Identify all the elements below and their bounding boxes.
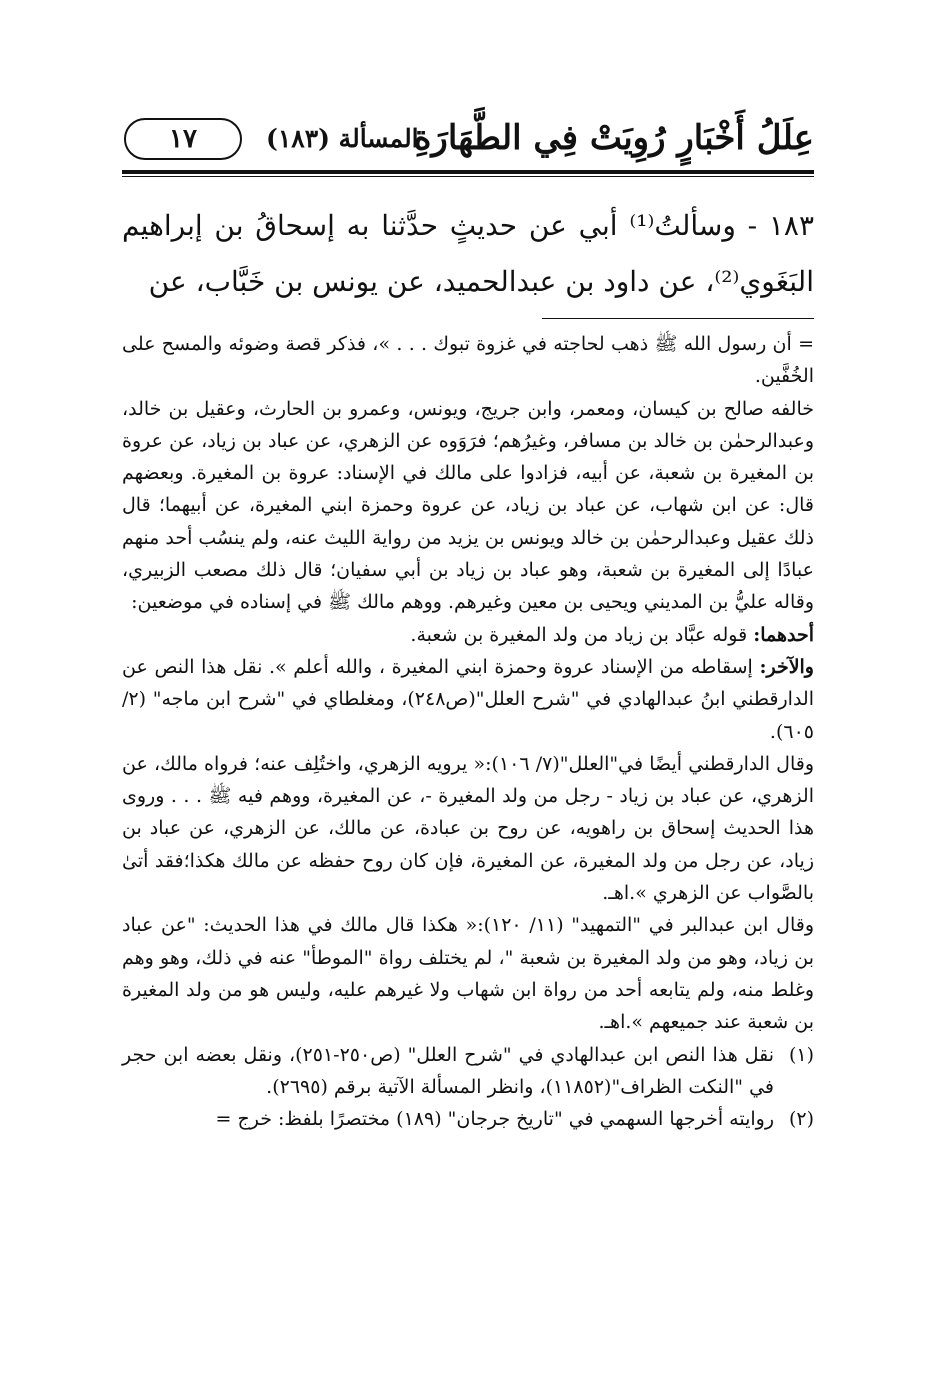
footnote-number: (١) [788,1043,814,1066]
footnote-text: روايته أخرجها السهمي في "تاريخ جرجان" (١٨٩) مختصرًا بلفظ: خرج = [215,1108,774,1131]
second-point-text: إسقاطه من الإسناد عروة وحمزة ابني المغيرة ، والله أعلم ». نقل هذا النص عن الدارقطني ابنُ عبدالهادي في "شرح العلل"(ص٢٤٨)، ومغلطاي في "شرح ابن ماجه" (٢/ ٦٠٥). [122,655,814,743]
note-paragraph: وقال ابن عبدالبر في "التمهيد" (١١/ ١٢٠):« هكذا قال مالك في هذا الحديث: "عن عباد بن زياد، وهو من ولد المغيرة بن شعبة "، لم يختلف رواة "الموطأ" عنه في ذلك، وهو وهم وغلط منه، ولم يتابعه أحد من رواة ابن شهاب ولا غيرهم عليه، وليس هو من ولد المغيرة بن شعبة عند جميعهم ».اهـ. [122,914,814,1034]
footnote-2 [122,1103,814,1135]
footnote-1 [122,1039,814,1104]
header-rule-thin [122,176,814,177]
main-text [122,198,814,310]
note-paragraph: خالفه صالح بن كيسان، ومعمر، وابن جريج، ويونس، وعمرو بن الحارث، وعقيل بن خالد، وعبدالرحمٰن بن خالد بن مسافر، وغيرُهم؛ فرَوَوه عن الزهري، عن عباد بن زياد، عن عروة بن المغيرة بن شعبة، عن أبيه، فزادوا على مالك في الإسناد: عروة بن المغيرة. وبعضهم قال: عن ابن شهاب، عن عباد بن زياد، عن عروة وحمزة ابني المغيرة، عن أبيهما؛ قال ذلك عقيل وعبدالرحمٰن بن خالد ويونس بن يزيد من رواية الليث عنه، ولم ينسُب أحد منهم عبادًا إلى المغيرة بن شعبة، وهو عباد بن زياد بن أبي سفيان؛ قال ذلك مصعب الزبيري، وقاله عليُّ بن المديني ويحيى بن معين وغيرهم. ووهم مالك ﷺ في إسناده في موضعين: [122,397,814,614]
page-number-badge: ١٧ [124,118,242,160]
running-header [124,112,814,162]
main-paragraph: ١٨٣ - وسألتُ⁽¹⁾ أبي عن حديثٍ حدَّثنا به إسحاقُ بن إبراهيم البَغَوي⁽²⁾، عن داود بن عبدالحميد، عن يونس بن خَبَّاب، عن [122,209,815,298]
note-paragraph: وقال الدارقطني أيضًا في"العلل"(٧/ ١٠٦):« يرويه الزهري، واختُلِف عنه؛ فرواه مالك، عن الزهري، عن عباد بن زياد - رجل من ولد المغيرة -، عن المغيرة، ووهم فيه ﷺ . . . وروى هذا الحديث إسحاق بن راهويه، عن روح بن عبادة، عن مالك، عن الزهري، عن عباد بن زياد، عن رجل من ولد المغيرة، عن المغيرة، فإن كان روح حفظه عن مالك هكذا؛فقد أتىٰ بالصَّواب عن الزهري ».اهـ. [122,752,814,905]
note-second-point [122,651,814,748]
header-rule [122,170,814,174]
first-point-text: قوله عبَّاد بن زياد من ولد المغيرة بن شعبة. [410,623,754,646]
book-title: عِلَلُ أَخْبَارٍ رُوِيَتْ فِي الطَّهَارَةِ [413,118,814,158]
second-point-label: والآخر: [759,655,814,678]
first-point-label: أحدهما: [753,623,814,646]
note-continuation: = أن رسول الله ﷺ ذهب لحاجته في غزوة تبوك . . . »، فذكر قصة وضوئه والمسح على الخُفَّين. [122,333,814,388]
note-first-point [122,619,814,651]
footnote-separator [542,318,814,319]
issue-label: المسألة (١٨٣) [266,124,419,153]
footnote-number: (٢) [788,1108,814,1131]
footnote-text: نقل هذا النص ابن عبدالهادي في "شرح العلل" (ص٢٥٠-٢٥١)، ونقل بعضه ابن حجر في "النكت الظراف"(١١٨٥٢)، وانظر المسألة الآتية برقم (٢٦٩٥). [122,1043,775,1098]
footnotes [122,328,814,1135]
